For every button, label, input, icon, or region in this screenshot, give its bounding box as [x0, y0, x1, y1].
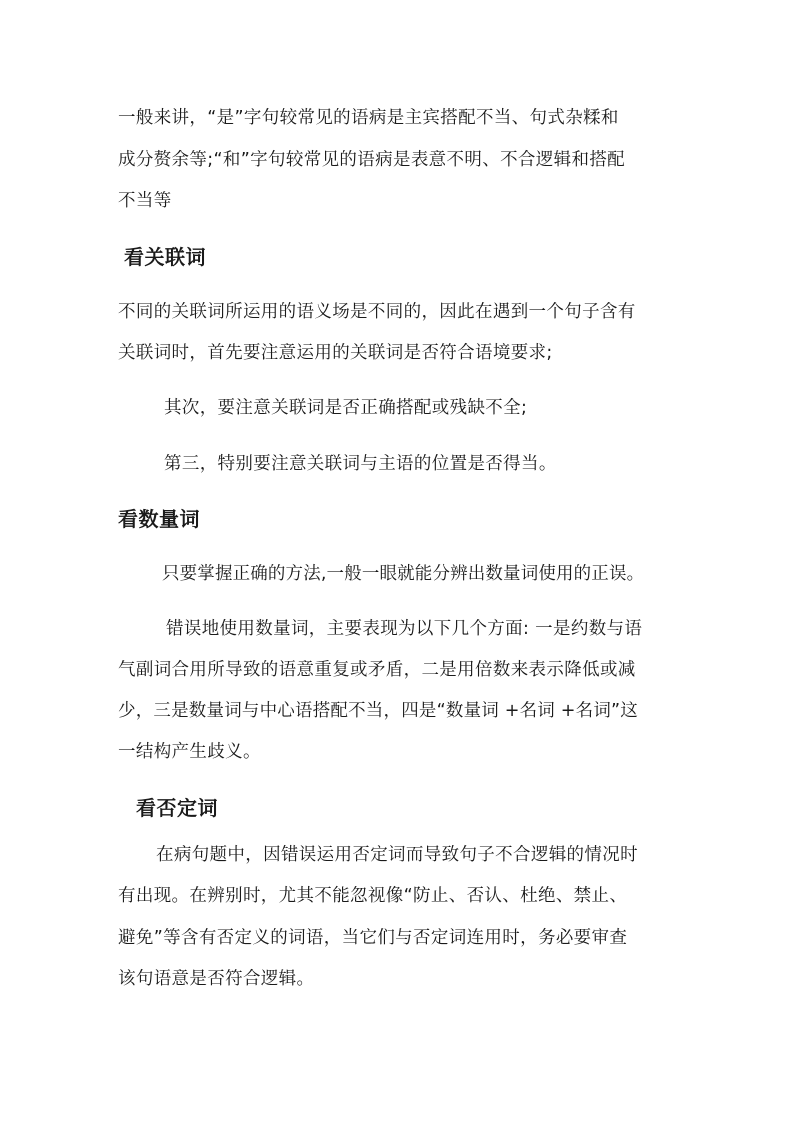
paragraph-line: 第三，特别要注意关联词与主语的位置是否得当。	[164, 454, 557, 474]
section-heading-negation: 看否定词	[136, 796, 218, 820]
paragraph-line: 不同的关联词所运用的语义场是不同的，因此在遇到一个句子含有	[118, 302, 636, 322]
intro-line: 一般来讲，“是”字句较常见的语病是主宾搭配不当、句式杂糅和	[118, 108, 619, 128]
section-heading-numerals: 看数量词	[118, 507, 200, 531]
intro-line: 成分赘余等;“和”字句较常见的语病是表意不明、不合逻辑和搭配	[118, 150, 626, 170]
paragraph-line: 在病句题中，因错误运用否定词而导致句子不合逻辑的情况时	[156, 845, 638, 865]
paragraph-line: 少，三是数量词与中心语搭配不当，四是“数量词 +名词 +名词”这	[118, 701, 638, 721]
paragraph-line: 其次，要注意关联词是否正确搭配或残缺不全;	[164, 398, 528, 418]
paragraph-line: 气副词合用所导致的语意重复或矛盾，二是用倍数来表示降低或减	[118, 660, 636, 680]
intro-line: 不当等	[118, 191, 172, 211]
paragraph-line: 有出现。在辨别时，尤其不能忽视像“防止、否认、杜绝、禁止、	[118, 886, 628, 906]
paragraph-line: 一结构产生歧义。	[118, 742, 261, 762]
paragraph-line: 错误地使用数量词，主要表现为以下几个方面: 一是约数与语	[166, 619, 643, 639]
paragraph-line: 避免”等含有否定义的词语，当它们与否定词连用时，务必要审查	[118, 928, 628, 948]
paragraph-line: 只要掌握正确的方法,一般一眼就能分辨出数量词使用的正误。	[162, 564, 645, 584]
section-heading-conjunctions: 看关联词	[124, 245, 206, 269]
paragraph-line: 关联词时，首先要注意运用的关联词是否符合语境要求;	[118, 343, 553, 363]
paragraph-line: 该句语意是否符合逻辑。	[118, 969, 315, 989]
